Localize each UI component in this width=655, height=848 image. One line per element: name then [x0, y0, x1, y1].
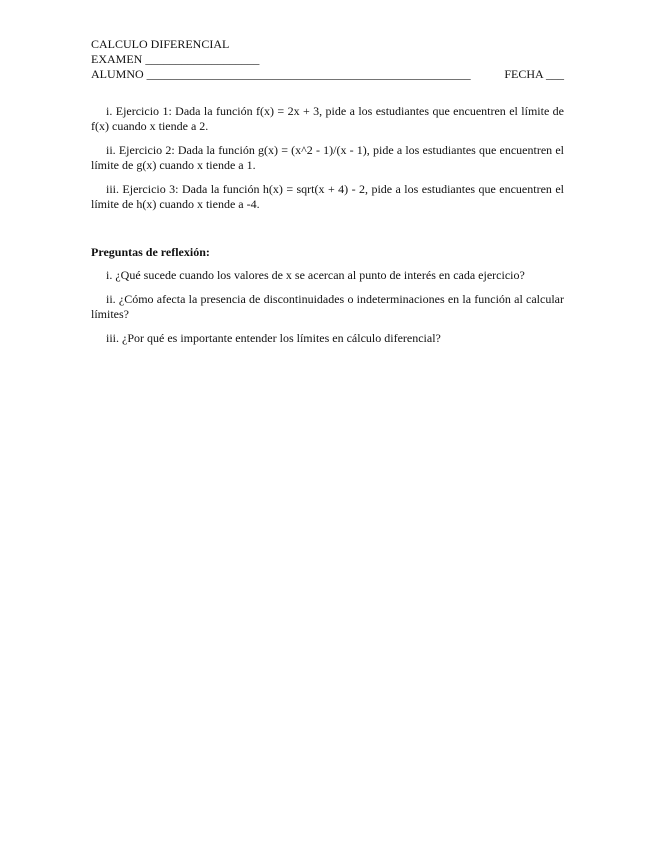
student-date-row — [91, 67, 564, 82]
exercise-list — [91, 104, 564, 212]
reflection-question-3: iii. ¿Por qué es importante entender los límites en cálculo diferencial? — [106, 331, 441, 345]
reflection-title: Preguntas de reflexión: — [91, 245, 210, 259]
document-page — [91, 37, 564, 355]
exercise-2: ii. Ejercicio 2: Dada la función g(x) = (x^2 - 1)/(x - 1), pide a los estudiantes que encuentren el límite de g(x) cuando x tiende a 1. — [91, 143, 564, 172]
exercise-3: iii. Ejercicio 3: Dada la función h(x) = sqrt(x + 4) - 2, pide a los estudiantes que encuentren el límite de h(x) cuando x tiende a -4. — [91, 182, 564, 211]
student-line: ALUMNO ______________________________________________________ — [91, 67, 471, 81]
reflection-question-1: i. ¿Qué sucede cuando los valores de x se acercan al punto de interés en cada ejercicio? — [106, 268, 525, 282]
exercise-1: i. Ejercicio 1: Dada la función f(x) = 2x + 3, pide a los estudiantes que encuentren el límite de f(x) cuando x tiende a 2. — [91, 104, 564, 133]
reflection-question-2: ii. ¿Cómo afecta la presencia de discontinuidades o indeterminaciones en la función al calcular límites? — [91, 292, 564, 321]
reflection-question-list — [91, 268, 564, 346]
date-line: FECHA ___ — [504, 67, 564, 81]
exam-line: EXAMEN ___________________ — [91, 52, 260, 66]
course-title: CALCULO DIFERENCIAL — [91, 37, 230, 51]
